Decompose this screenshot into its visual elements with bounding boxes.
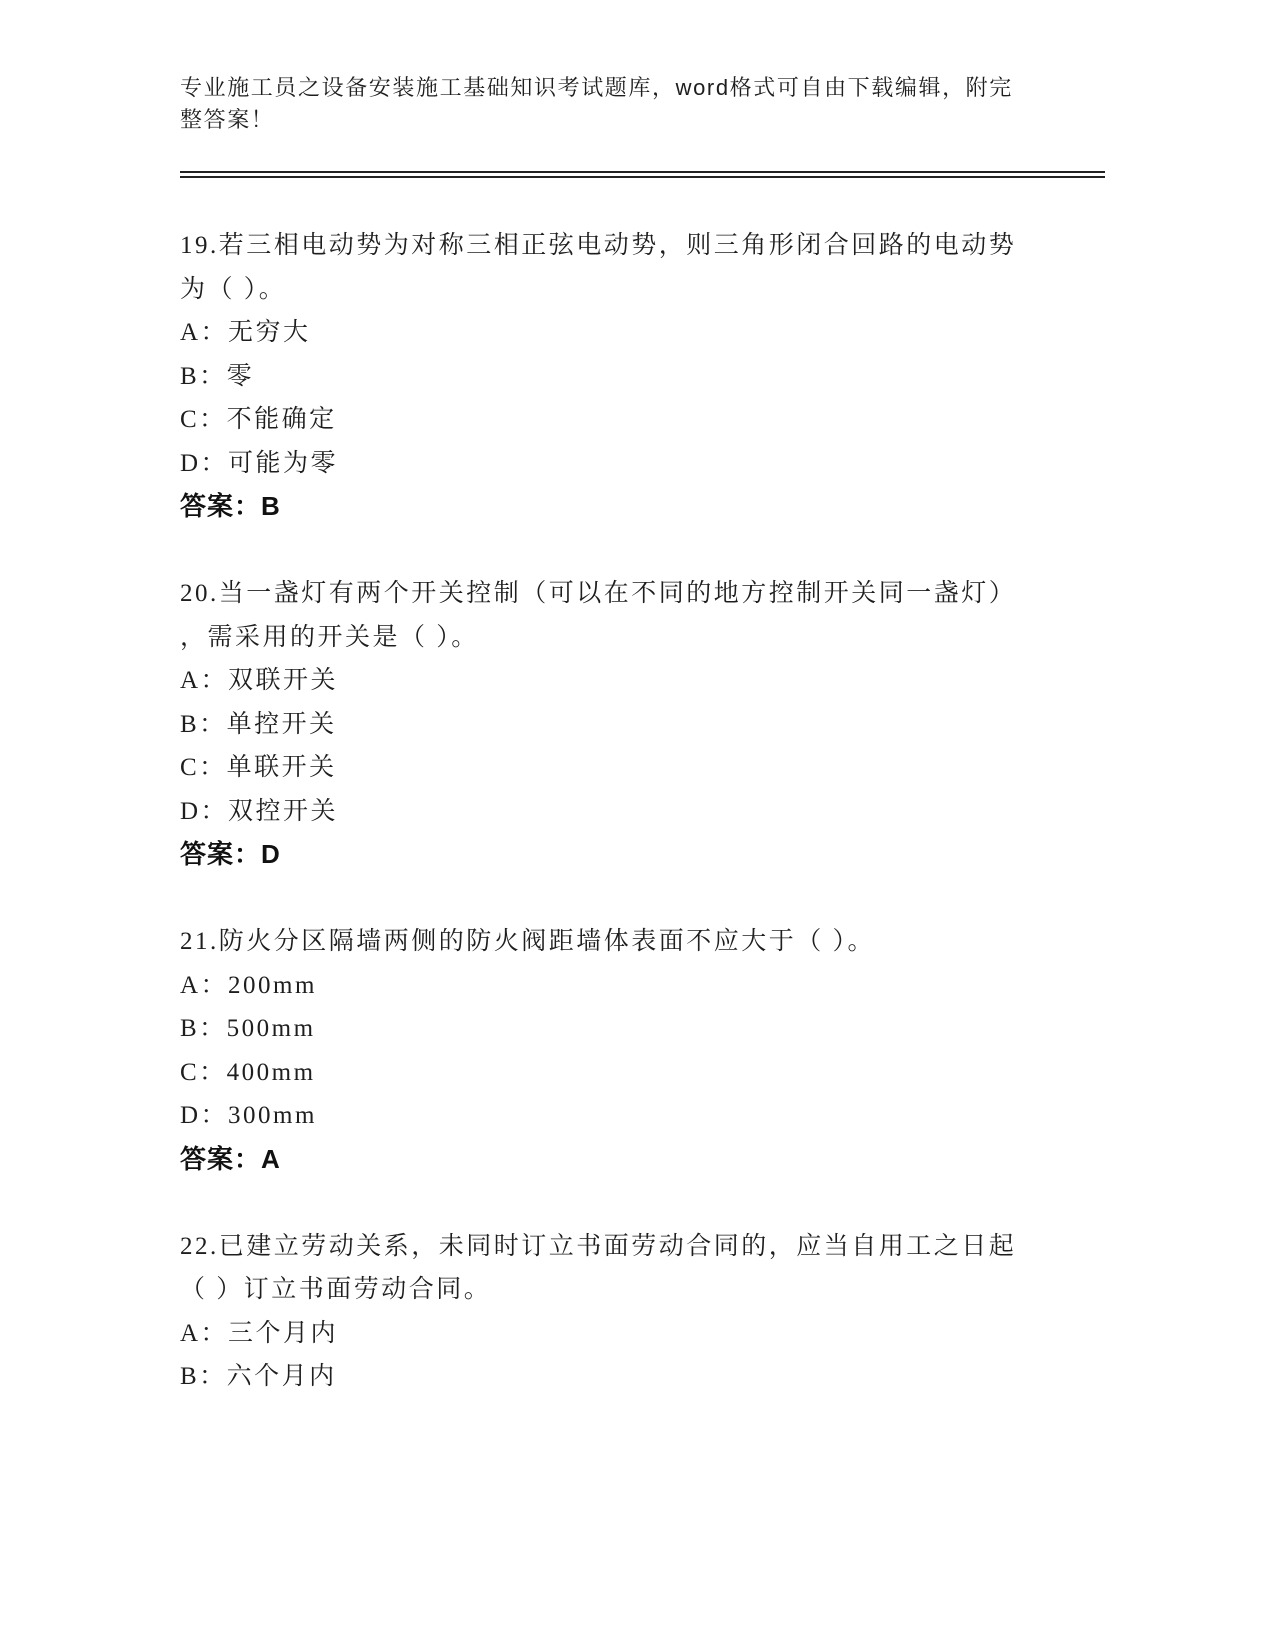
option-a: A：无穷大 <box>180 319 311 347</box>
option-c: C：400mm <box>180 1058 316 1086</box>
question-21 <box>180 920 1080 1181</box>
question-text: 为（ ）。 <box>180 275 287 303</box>
header-line: 专业施工员之设备安装施工基础知识考试题库，word格式可自由下载编辑，附完 <box>180 75 1013 100</box>
question-22 <box>180 1225 1080 1399</box>
option-a: A：200mm <box>180 971 317 999</box>
option-b: B：单控开关 <box>180 710 337 738</box>
question-text: 19.若三相电动势为对称三相正弦电动势，则三角形闭合回路的电动势 <box>180 232 1017 260</box>
option-d: D：300mm <box>180 1102 317 1130</box>
question-20 <box>180 572 1080 877</box>
answer: 答案：A <box>180 1143 281 1174</box>
question-text: 20.当一盏灯有两个开关控制（可以在不同的地方控制开关同一盏灯） <box>180 580 1017 608</box>
question-text: ，需采用的开关是（ ）。 <box>180 623 479 651</box>
option-b: B：六个月内 <box>180 1363 337 1391</box>
option-c: C：不能确定 <box>180 406 337 434</box>
option-c: C：单联开关 <box>180 754 337 782</box>
header-line: 整答案！ <box>180 107 275 132</box>
option-a: A：三个月内 <box>180 1319 339 1347</box>
question-text: 22.已建立劳动关系，未同时订立书面劳动合同的，应当自用工之日起 <box>180 1232 1017 1260</box>
answer: 答案：D <box>180 839 281 870</box>
option-d: D：双控开关 <box>180 797 339 825</box>
page-header <box>180 72 1105 136</box>
option-b: B：500mm <box>180 1015 316 1043</box>
question-text: （ ）订立书面劳动合同。 <box>180 1276 492 1304</box>
header-double-rule <box>180 171 1105 178</box>
question-text: 21.防火分区隔墙两侧的防火阀距墙体表面不应大于（ ）。 <box>180 928 876 956</box>
question-list <box>180 224 1080 1442</box>
question-19 <box>180 224 1080 529</box>
option-a: A：双联开关 <box>180 667 339 695</box>
option-d: D：可能为零 <box>180 449 339 477</box>
option-b: B：零 <box>180 362 255 390</box>
answer: 答案：B <box>180 491 281 522</box>
